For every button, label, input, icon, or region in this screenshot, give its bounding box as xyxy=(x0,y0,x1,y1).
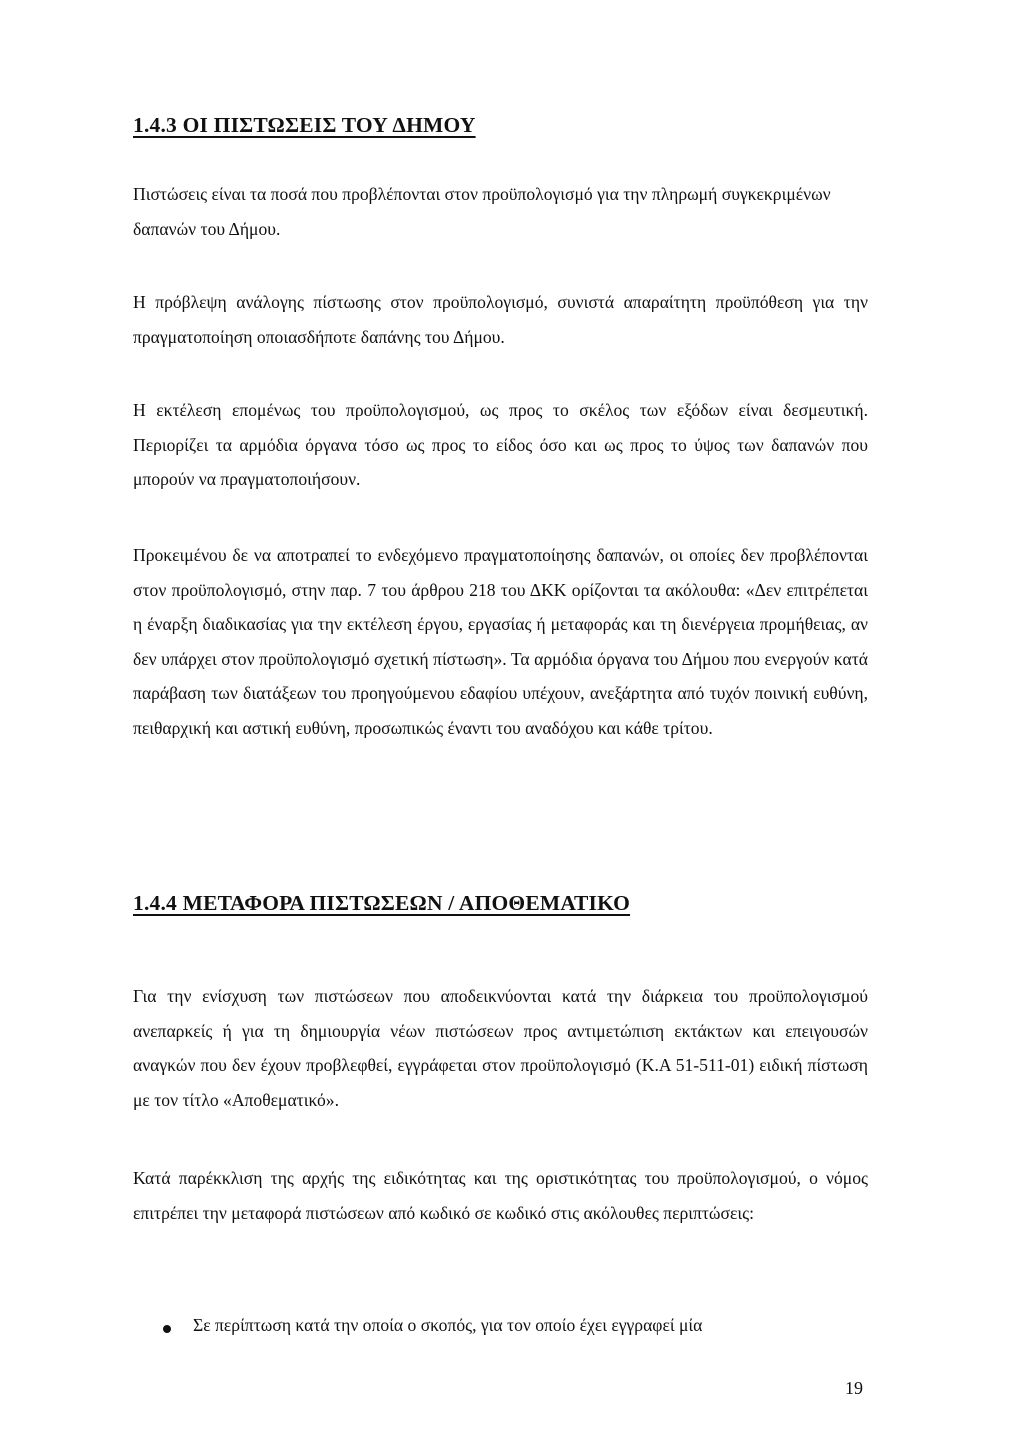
paragraph-reserve-fund: Για την ενίσχυση των πιστώσεων που αποδεικνύονται κατά την διάρκεια του προϋπολογισμού ανεπαρκείς ή για τη δημιουργία νέων πιστώσεων προς αντιμετώπιση εκτάκτων και επειγουσών αναγκών που δεν έχουν προβλεφθεί, εγγράφεται στον προϋπολογισμό (Κ.Α 51-511-01) ειδική πίστωση με τον τίτλο «Αποθεματικό». xyxy=(133,986,868,1110)
page-number: 19 xyxy=(845,1378,863,1398)
paragraph-credit-requirement: Η πρόβλεψη ανάλογης πίστωσης στον προϋπολογισμό, συνιστά απαραίτητη προϋπόθεση για την πραγματοποίηση οποιασδήποτε δαπάνης του Δήμου. xyxy=(133,292,868,347)
list-item: Σε περίπτωση κατά την οποία ο σκοπός, για τον οποίο έχει εγγραφεί μία xyxy=(193,1315,703,1335)
paragraph-transfer-exception: Κατά παρέκκλιση της αρχής της ειδικότητας και της οριστικότητας του προϋπολογισμού, ο νόμος επιτρέπει την μεταφορά πιστώσεων από κωδικό σε κωδικό στις ακόλουθες περιπτώσεις: xyxy=(133,1168,868,1223)
section-heading-credit-transfer: 1.4.4 ΜΕΤΑΦΟΡΑ ΠΙΣΤΩΣΕΩΝ / ΑΠΟΘΕΜΑΤΙΚΟ xyxy=(133,891,631,915)
section-heading-credits: 1.4.3 ΟΙ ΠΙΣΤΩΣΕΙΣ ΤΟΥ ΔΗΜΟΥ xyxy=(133,113,476,137)
paragraph-expense-prevention: Προκειμένου δε να αποτραπεί το ενδεχόμενο πραγματοποίησης δαπανών, οι οποίες δεν προβλέπονται στον προϋπολογισμό, στην παρ. 7 του άρθρου 218 του ΔΚΚ ορίζονται τα ακόλουθα: «Δεν επιτρέπεται η έναρξη διαδικασίας για την εκτέλεση έργου, εργασίας ή μεταφοράς και τη διενέργεια προμήθειας, αν δεν υπάρχει στον προϋπολογισμό σχετική πίστωση». Τα αρμόδια όργανα του Δήμου που ενεργούν κατά παράβαση των διατάξεων του προηγούμενου εδαφίου υπέχουν, ανεξάρτητα από τυχόν ποινική ευθύνη, πειθαρχική και αστική ευθύνη, προσωπικώς έναντι του αναδόχου και κάθε τρίτου. xyxy=(133,545,868,738)
bullet-icon xyxy=(163,1325,171,1333)
paragraph-budget-execution: Η εκτέλεση επομένως του προϋπολογισμού, ως προς το σκέλος των εξόδων είναι δεσμευτική. Περιορίζει τα αρμόδια όργανα τόσο ως προς το είδος όσο και ως προς το ύψος των δαπανών που μπορούν να πραγματοποιήσουν. xyxy=(133,400,868,490)
paragraph-credits-definition: Πιστώσεις είναι τα ποσά που προβλέπονται στον προϋπολογισμό για την πληρωμή συγκεκριμένων δαπανών του Δήμου. xyxy=(133,184,831,239)
